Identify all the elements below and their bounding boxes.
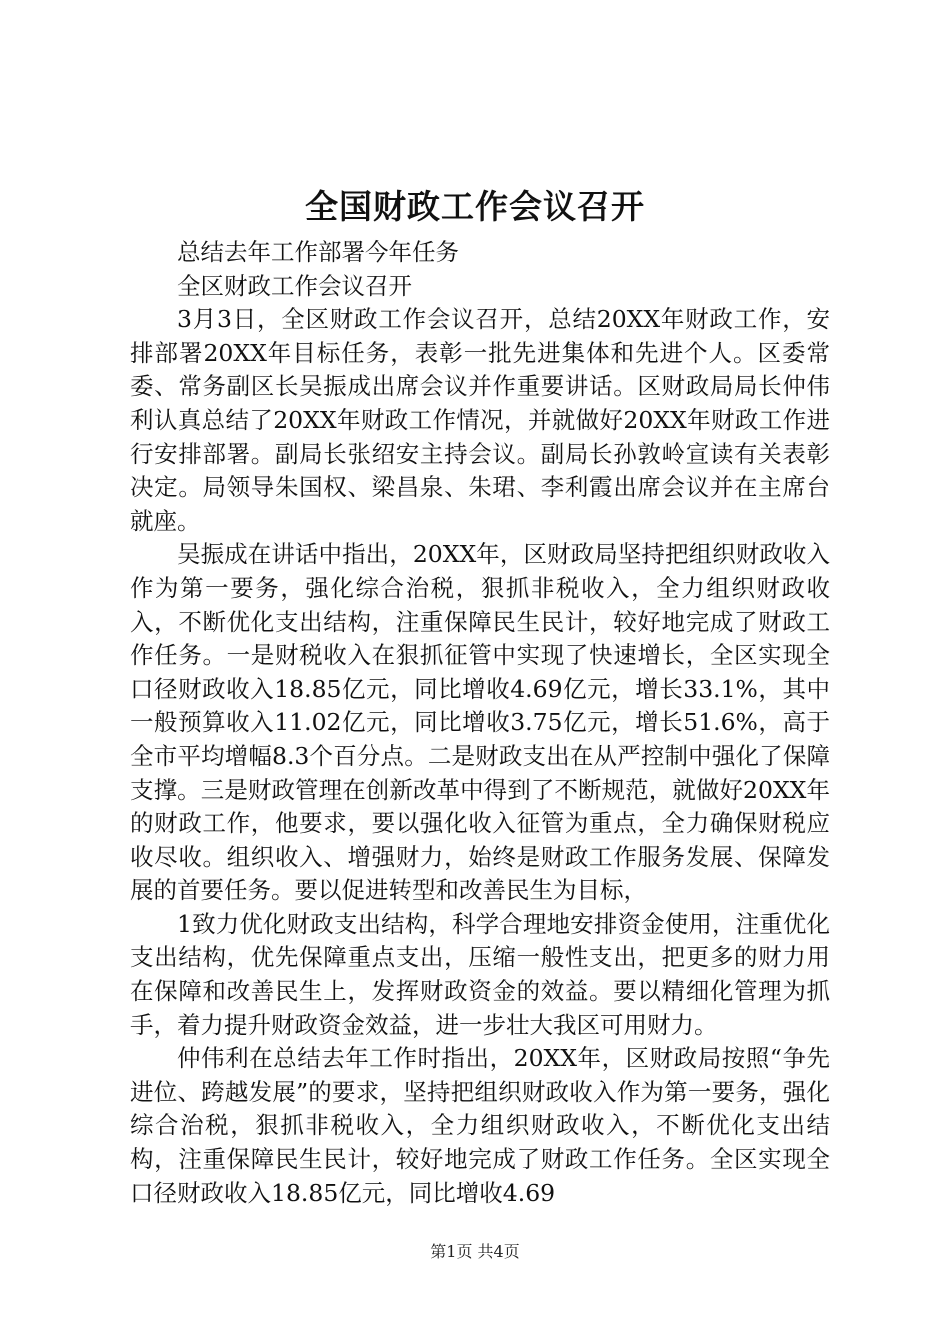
body-paragraph: 仲伟利在总结去年工作时指出，20XX年，区财政局按照“争先进位、跨越发展”的要求，坚持把组织财政收入作为第一要务，强化综合治税，狠抓非税收入，全力组织财政收入，不断优化支出结构，注重保障民生民计，较好地完成了财政工作任务。全区实现全口径财政收入18.85亿元，同比增收4.69	[130, 1044, 830, 1207]
body-paragraph: 3月3日，全区财政工作会议召开，总结20XX年财政工作，安排部署20XX年目标任务，表彰一批先进集体和先进个人。区委常委、常务副区长吴振成出席会议并作重要讲话。区财政局局长仲伟利认真总结了20XX年财政工作情况，并就做好20XX年财政工作进行安排部署。副局长张绍安主持会议。副局长孙敦岭宣读有关表彰决定。局领导朱国权、梁昌泉、朱珺、李利霞出席会议并在主席台就座。	[130, 305, 830, 535]
document-title: 全国财政工作会议召开	[305, 187, 645, 226]
subheading-line: 全区财政工作会议召开	[177, 271, 412, 300]
subtitle-line: 总结去年工作部署今年任务	[177, 238, 459, 266]
document-body	[130, 236, 830, 1210]
page-footer: 第1页 共4页	[430, 1242, 520, 1261]
body-paragraph: 吴振成在讲话中指出，20XX年，区财政局坚持把组织财政收入作为第一要务，强化综合治税，狠抓非税收入，全力组织财政收入，不断优化支出结构，注重保障民生民计，较好地完成了财政工作任务。一是财税收入在狠抓征管中实现了快速增长，全区实现全口径财政收入18.85亿元，同比增收4.69亿元，增长33.1%，其中一般预算收入11.02亿元，同比增收3.75亿元，增长51.6%，高于全市平均增幅8.3个百分点。二是财政支出在从严控制中强化了保障支撑。三是财政管理在创新改革中得到了不断规范，就做好20XX年的财政工作，他要求，要以强化收入征管为重点，全力确保财税应收尽收。组织收入、增强财力，始终是财政工作服务发展、保障发展的首要任务。要以促进转型和改善民生为目标，	[130, 540, 830, 905]
body-paragraph: 1致力优化财政支出结构，科学合理地安排资金使用，注重优化支出结构，优先保障重点支出，压缩一般性支出，把更多的财力用在保障和改善民生上，发挥财政资金的效益。要以精细化管理为抓手，着力提升财政资金效益，进一步壮大我区可用财力。	[130, 909, 830, 1039]
